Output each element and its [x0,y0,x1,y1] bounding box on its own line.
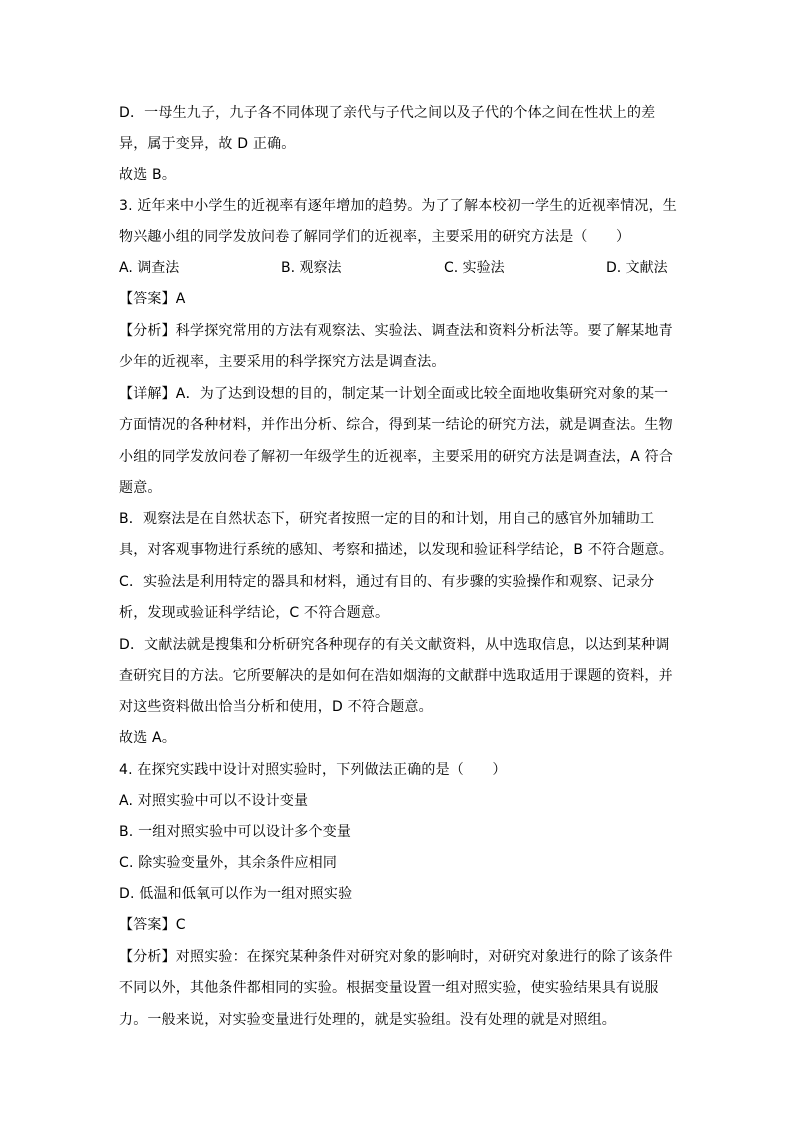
option-c: C. 实验法 [444,260,505,276]
option-a: A. 调查法 [119,260,180,276]
detail-text: 对这些资料做出恰当分析和使用，D 不符合题意。 [119,699,433,715]
detail-text: D．文献法就是搜集和分析研究各种现存的有关文献资料，从中选取信息，以达到某种调 [119,637,670,653]
option-b: B. 观察法 [281,260,342,276]
text-line: 故选 B。 [119,167,177,183]
detail-text: 析，发现或验证科学结论，C 不符合题意。 [119,605,390,621]
answer-label: 【答案】C [119,917,186,933]
text-line: D．一母生九子，九子各不同体现了亲代与子代之间以及子代的个体之间在性状上的差 [119,105,656,121]
analysis-text: 【分析】科学探究常用的方法有观察法、实验法、调查法和资料分析法等。要了解某地青 [119,323,673,339]
option-c: C. 除实验变量外，其余条件应相同 [119,855,338,871]
detail-text: C．实验法是利用特定的器具和材料，通过有目的、有步骤的实验操作和观察、记录分 [119,574,655,590]
question-3-stem-cont: 物兴趣小组的同学发放问卷了解同学们的近视率，主要采用的研究方法是（ ） [119,229,631,245]
detail-text: 查研究目的方法。它所要解决的是如何在浩如烟海的文献群中选取适用于课题的资料，并 [119,668,673,684]
choice-text: 故选 A。 [119,730,177,746]
option-d: D. 低温和低氧可以作为一组对照实验 [119,886,353,902]
detail-text: 题意。 [119,480,162,496]
analysis-text: 不同以外，其他条件都相同的实验。根据变量设置一组对照实验，使实验结果具有说服 [119,980,659,996]
question-3-stem: 3. 近年来中小学生的近视率有逐年增加的趋势。为了了解本校初一学生的近视率情况，生 [119,198,678,214]
analysis-text: 力。一般来说，对实验变量进行处理的，就是实验组。没有处理的就是对照组。 [119,1012,616,1028]
detail-text: 具，对客观事物进行系统的感知、考察和描述，以发现和验证科学结论，B 不符合题意。 [119,542,674,558]
question-4-stem: 4. 在探究实践中设计对照实验时，下列做法正确的是（ ） [119,762,507,778]
analysis-text: 【分析】对照实验：在探究某种条件对研究对象的影响时，对研究对象进行的除了该条件 [119,949,673,965]
text-line: 异，属于变异，故 D 正确。 [119,136,296,152]
analysis-text: 少年的近视率，主要采用的科学探究方法是调查法。 [119,354,446,370]
detail-text: 方面情况的各种材料，并作出分析、综合，得到某一结论的研究方法，就是调查法。生物 [119,417,673,433]
option-b: B. 一组对照实验中可以设计多个变量 [119,824,352,840]
option-a: A. 对照实验中可以不设计变量 [119,793,309,809]
detail-text: 小组的同学发放问卷了解初一年级学生的近视率，主要采用的研究方法是调查法，A 符合 [119,449,674,465]
detail-text: B．观察法是在自然状态下，研究者按照一定的目的和计划，用自己的感官外加辅助工 [119,511,655,527]
option-d: D. 文献法 [606,260,668,276]
answer-label: 【答案】A [119,291,186,307]
detail-text: 【详解】A．为了达到设想的目的，制定某一计划全面或比较全面地收集研究对象的某一 [119,386,669,402]
